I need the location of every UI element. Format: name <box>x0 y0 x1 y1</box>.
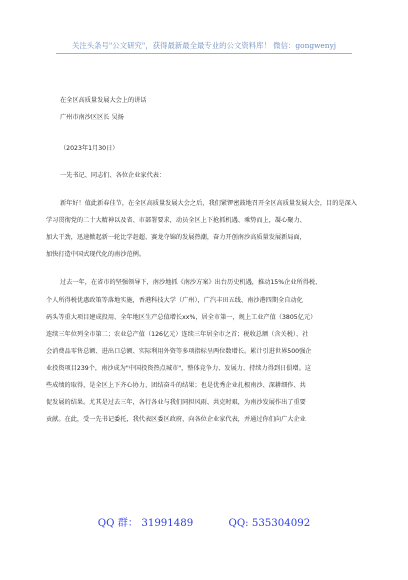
banner-divider <box>56 53 352 54</box>
paragraph-2-line: 连续三年位列全市第二；农业总产值（126亿元）连续三年居全市之首；税收总额（含关税）、社 <box>46 331 309 338</box>
paragraph-2-line: 过去一年，在省市的坚强领导下，南沙地抓《南沙方案》出台历史机遇，推动15%企业所得税、 <box>60 279 322 286</box>
paragraph-2-line: 贡献。在此，受一先书记委托，我代表区委区政府，向各位企业家代表，并通过你们向广大企业 <box>46 416 306 423</box>
qq-group-label: QQ 群： 31991489 <box>97 518 194 529</box>
paragraph-1-line: 加大干劲，迅速掀起新一轮比学赶超、赛龙夺锦的发展热潮，奋力开创南沙高质量发展新局面， <box>46 234 306 241</box>
paragraph-2-line: 业投资项目239个，南沙成为"中国投资热点城市"，整体竞争力、发展力、持续力得到日俱增。这 <box>46 365 311 372</box>
qq-label: QQ: 535304092 <box>228 518 311 529</box>
paragraph-2-line: 会消费品零售总额、进出口总额、实际利用外资等多项指标呈两位数增长。累计引进世界500强企 <box>46 348 312 355</box>
paragraph-2-line: 促发展的结果。尤其是过去三年，各行各业与我们同担风雨、共克时艰，为南沙发展作出了重要 <box>46 399 306 406</box>
paragraph-1-line: 学习贯彻党的二十大精神以及省、市部署要求，动员全区上下抢抓机遇、乘势而上，凝心聚力、 <box>46 217 306 224</box>
contact-footer <box>0 514 408 529</box>
speech-author: 广州市南沙区区长 吴扬 <box>60 114 124 121</box>
speech-title: 在全区高质量发展大会上的讲话 <box>60 97 147 104</box>
salutation: 一先书记、同志们、各位企业家代表： <box>60 172 166 179</box>
speech-date: （2023年1月30日） <box>60 145 119 152</box>
paragraph-2-line: 些成绩的取得，是全区上下齐心协力、团结奋斗的结果；也是优秀企业扎根南沙、深耕细作、共 <box>46 382 306 389</box>
paragraph-1-line: 加快打造中国式现代化的南沙范例。 <box>46 251 145 258</box>
paragraph-1-line: 新年好！值此新春佳节，在全区高质量发展大会之后，我们紧锣密鼓地召开全区高质量发展大会，目的是深入 <box>60 200 357 207</box>
paragraph-2-line: 个人所得税优惠政策等落地实施，香港科技大学（广州），广汽丰田五线、南沙港四期全自动化 <box>46 297 303 304</box>
promo-banner: 关注头条号"公文研究"，获得最新最全最专业的公文资料库！ 微信：gongwenyj <box>71 41 337 50</box>
paragraph-2-line: 码头等重大项目建成投用、全年地区生产总值增长xx%，居全市第一，规上工业产值（3805亿元） <box>46 314 317 321</box>
